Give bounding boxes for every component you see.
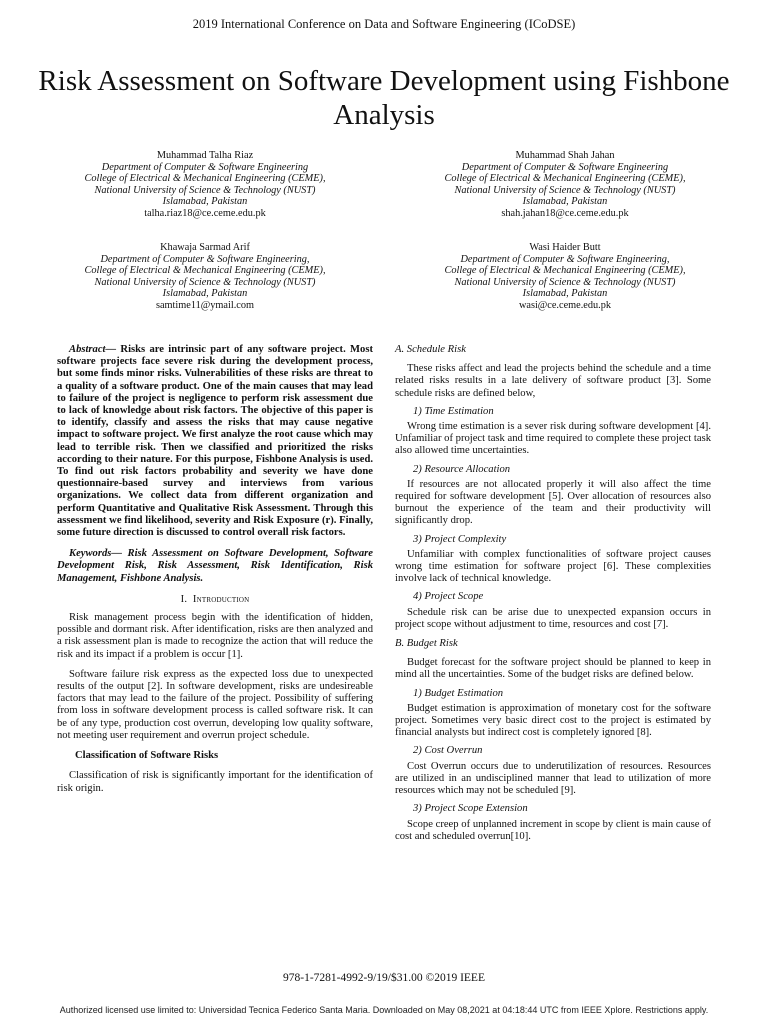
subsubsection-project-scope: 4) Project Scope	[413, 591, 484, 603]
author-block-2	[385, 150, 745, 219]
author-name: Muhammad Shah Jahan	[515, 150, 615, 161]
author-univ: National University of Science & Technology (NUST)	[454, 276, 676, 288]
project-scope-extension-paragraph: Scope creep of unplanned increment in scope by client is main cause of cost and scheduled overrun[10].	[395, 818, 711, 842]
project-scope-paragraph: Schedule risk can be arise due to unexpected expansion occurs in project scope without adjustment to time, resources and cost [7].	[395, 606, 711, 630]
author-college: College of Electrical & Mechanical Engineering (CEME),	[444, 265, 686, 276]
subsubsection-resource-allocation: 2) Resource Allocation	[413, 463, 511, 475]
intro-paragraph-1: Risk management process begin with the identification of hidden, possible and dormant risk. After identification, risks are then analyzed and a risk assessment plan is made to recognize the action that will reduce the risk and its impact if a problem is occur [1].	[57, 612, 373, 660]
author-city: Islamabad, Pakistan	[162, 288, 248, 299]
author-dept: Department of Computer & Software Engineering	[101, 161, 309, 173]
author-name: Muhammad Talha Riaz	[156, 150, 254, 161]
subsubsection-cost-overrun: 2) Cost Overrun	[413, 745, 483, 757]
author-univ: National University of Science & Technology (NUST)	[94, 184, 316, 196]
right-column	[395, 344, 711, 845]
license-notice: Authorized licensed use limited to: Universidad Tecnica Federico Santa Maria. Downloaded on May 08,2021 at 04:18:44 UTC from IEEE Xplore. Restrictions apply.	[59, 1005, 709, 1015]
budget-estimation-paragraph: Budget estimation is approximation of monetary cost for the software project. Sometimes very basic direct cost to the project is estimated by financial analysts but indirect cost is completely ignored [8].	[395, 702, 711, 739]
author-college: College of Electrical & Mechanical Engineering (CEME),	[444, 173, 686, 184]
subsection-schedule-risk: A. Schedule Risk	[395, 344, 466, 355]
abstract	[57, 344, 373, 539]
author-email: wasi@ce.ceme.edu.pk	[518, 299, 612, 311]
intro-paragraph-2: Software failure risk express as the expected loss due to unexpected results of the output [2]. In software development, risks are undesireable factors that may lead to the failure of the project. Possibility of suffering from loss in software development process is called software risk. It can be of any type, production cost overrun, developing low quality software, not meeting user requirement and overrun project schedule.	[57, 668, 373, 741]
section-number: I.	[180, 593, 188, 605]
author-dept: Department of Computer & Software Engineering,	[460, 253, 670, 265]
subsubsection-time-estimation: 1) Time Estimation	[413, 405, 494, 417]
author-city: Islamabad, Pakistan	[522, 288, 608, 299]
author-email: shah.jahan18@ce.ceme.edu.pk	[501, 207, 629, 219]
author-city: Islamabad, Pakistan	[522, 196, 608, 207]
author-name: Wasi Haider Butt	[529, 242, 601, 253]
paper-title: Risk Assessment on Software Development using Fishbone Analysis	[38, 65, 730, 131]
copyright-footer: 978-1-7281-4992-9/19/$31.00 ©2019 IEEE	[283, 972, 485, 984]
classification-heading: Classification of Software Risks	[75, 750, 219, 762]
author-univ: National University of Science & Technology (NUST)	[94, 276, 316, 288]
resource-allocation-paragraph: If resources are not allocated properly it will also affect the time required for software development [5]. Over allocation of resources also burnout the experience of the team and their productivity will significantly drop.	[395, 478, 711, 527]
left-column	[57, 344, 373, 803]
author-college: College of Electrical & Mechanical Engineering (CEME),	[84, 173, 326, 184]
project-complexity-paragraph: Unfamiliar with complex functionalities of software project causes wrong time estimation for software project [6]. These complexities involve lack of technical knowledge.	[395, 548, 711, 585]
author-univ: National University of Science & Technology (NUST)	[454, 184, 676, 196]
author-email: talha.riaz18@ce.ceme.edu.pk	[144, 207, 266, 219]
conference-header: 2019 International Conference on Data and Software Engineering (ICoDSE)	[192, 17, 576, 31]
schedule-risk-paragraph: These risks affect and lead the projects behind the schedule and a time related risks results in a late delivery of software product [3]. Some schedule risks are defined below,	[395, 363, 711, 399]
author-block-4	[385, 242, 745, 311]
author-block-3	[25, 242, 385, 311]
section-label: Introduction	[192, 593, 250, 605]
author-college: College of Electrical & Mechanical Engineering (CEME),	[84, 265, 326, 276]
subsubsection-project-scope-extension: 3) Project Scope Extension	[413, 803, 528, 815]
section-heading-introduction	[57, 594, 373, 606]
budget-risk-paragraph: Budget forecast for the software project should be planned to keep in mind all the uncertainties. Some of the budget risks are defined below.	[395, 657, 711, 681]
subsubsection-budget-estimation: 1) Budget Estimation	[413, 687, 504, 699]
author-name: Khawaja Sarmad Arif	[160, 242, 250, 253]
author-block-1	[25, 150, 385, 219]
author-dept: Department of Computer & Software Engineering	[461, 161, 669, 173]
subsubsection-project-complexity: 3) Project Complexity	[413, 533, 507, 545]
author-email: samtime11@ymail.com	[155, 299, 255, 311]
keywords: Keywords— Risk Assessment on Software Development, Software Development Risk, Risk Assessment, Risk Identification, Risk Management, Fishbone Analysis.	[57, 548, 373, 584]
time-estimation-paragraph: Wrong time estimation is a sever risk during software development [4]. Unfamiliar of project task and time required to complete these project task also allowed time uncertainties.	[395, 421, 711, 457]
abstract-text: Risks are intrinsic part of any software project. Most software projects face severe risk during the development process, but some finds minor risks. Vulnerabilities of these risks are threat to a quality of a software product. One of the main causes that may lead to failure of the project is negligence to perform risk assessment due to lack of knowledge about risk factors. The objective of this paper is to identify, classify and assess the risks that may cause negative impact to software project. We first analyze the root cause which may lead to terrible risk. Then we classified and prioritized the risks according to their nature. For this purpose, Fishbone Analysis is used. To find out risk factors probability and severity we have done questionnaire-based survey and interviews from various organizations. We collect data from different organization and perform Quantitative and Qualitative Risk Assessment. Through this assessment we find likelihood, severity and Risk Exposure (r). Finally, some future direction is discussed to control overall risk factors.	[57, 344, 373, 539]
author-dept: Department of Computer & Software Engineering,	[100, 253, 310, 265]
subsection-budget-risk: B. Budget Risk	[395, 638, 458, 650]
author-city: Islamabad, Pakistan	[162, 196, 248, 207]
abstract-lead: Abstract—	[69, 344, 117, 355]
intro-paragraph-3: Classification of risk is significantly important for the identification of risk origin.	[57, 770, 373, 794]
cost-overrun-paragraph: Cost Overrun occurs due to underutilization of resources. Resources are utilized in an undisciplined manner that lead to utilization of more resources which may not be scheduled [9].	[395, 760, 711, 797]
